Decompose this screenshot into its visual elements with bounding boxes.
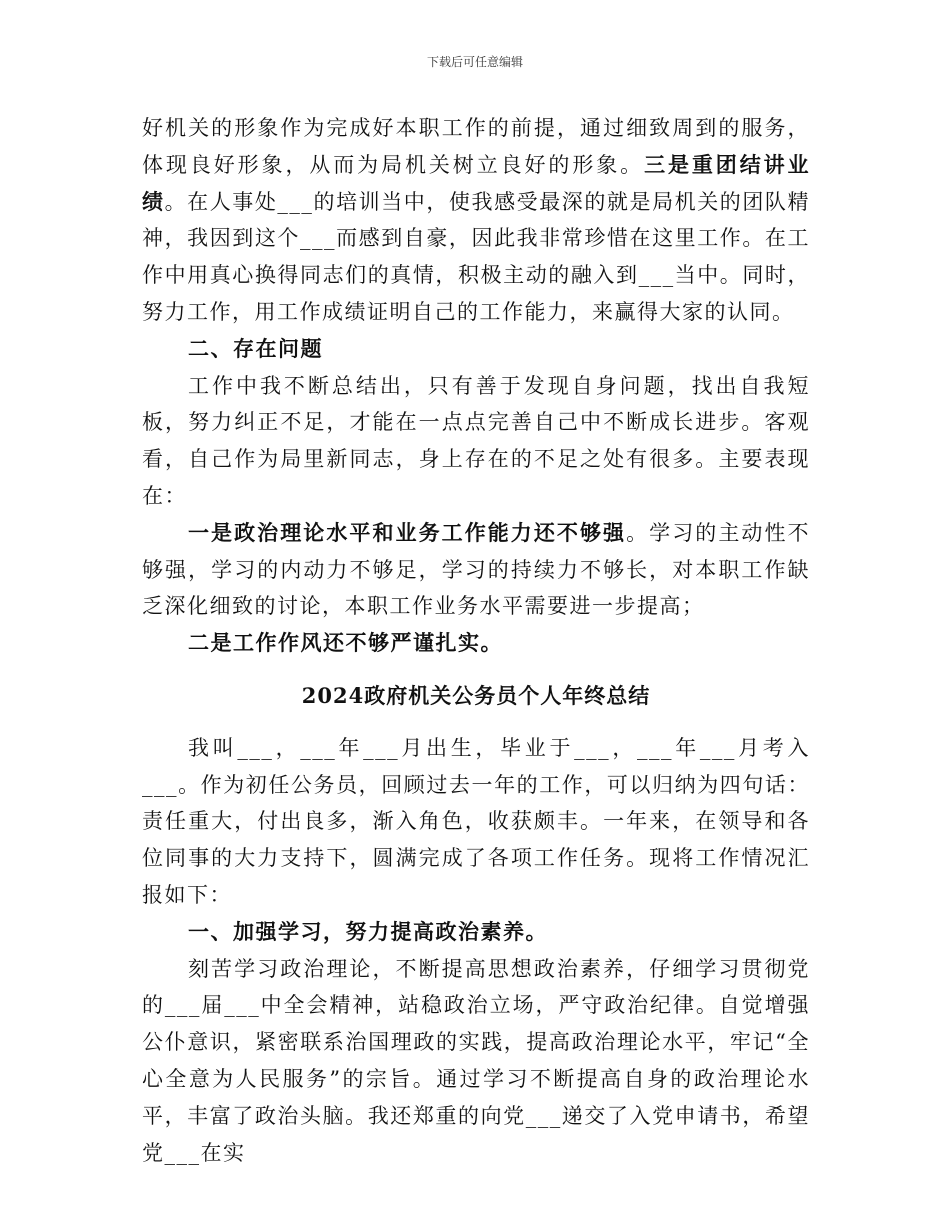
study-paragraph: 刻苦学习政治理论，不断提高思想政治素养，仔细学习贯彻党的___届___中全会精神，站稳政治立场，严守政治纪律。自觉增强公仆意识，紧密联系治国理政的实践，提高政治理论水平，牢记“全心全意为人民服务”的宗旨。通过学习不断提高自身的政治理论水平，丰富了政治头脑。我还郑重的向党___递交了入党申请书，希望党___在实 [142,956,810,1165]
intro-paragraph [142,110,810,331]
problem-one-paragraph [142,515,810,625]
problem-one-text: 。学习的主动性不够强，学习的内动力不够足，学习的持续力不够长，对本职工作缺乏深化细致的讨论，本职工作业务水平需要进一步提高； [142,520,811,619]
intro-text-part2: 。在人事处___的培训当中，使我感受最深的就是局机关的团队精神，我因到这个___而感到自豪，因此我非常珍惜在这里工作。在工作中用真心换得同志们的真情，积极主动的融入到___当中。同时，努力工作，用工作成绩证明自己的工作能力，来赢得大家的认同。 [142,189,811,324]
intro-text-part1: 好机关的形象作为完成好本职工作的前提，通过细致周到的服务，体现良好形象，从而为局机关树立良好的形象。 [142,116,810,177]
problem-two-paragraph [142,625,810,662]
problem-one-bold: 一是政治理论水平和业务工作能力还不够强 [188,519,627,545]
problems-paragraph: 工作中我不断总结出，只有善于发现自身问题，找出自我短板，努力纠正不足，才能在一点点完善自己中不断成长进步。客观看，自己作为局里新同志，身上存在的不足之处有很多。主要表现在： [142,373,810,508]
document-body [142,110,810,1171]
problem-two-bold: 二是工作作风还不够严谨扎实。 [188,630,503,656]
study-heading: 一、加强学习，努力提高政治素养。 [188,918,548,944]
self-intro-paragraph: 我叫___，___年___月出生，毕业于___，___年___月考入___。作为初任公务员，回顾过去一年的工作，可以归纳为四句话：责任重大，付出良多，渐入角色，收获颇丰。一年来，在领导和各位同事的大力支持下，圆满完成了各项工作任务。现将工作情况汇报如下： [142,735,810,907]
page-header: 下载后可任意编辑 [426,55,523,69]
intro-bold-phrase: 三是重团结讲业绩 [142,151,811,214]
problems-heading: 二、存在问题 [188,335,323,361]
document-title: 2024政府机关公务员个人年终总结 [301,682,651,708]
